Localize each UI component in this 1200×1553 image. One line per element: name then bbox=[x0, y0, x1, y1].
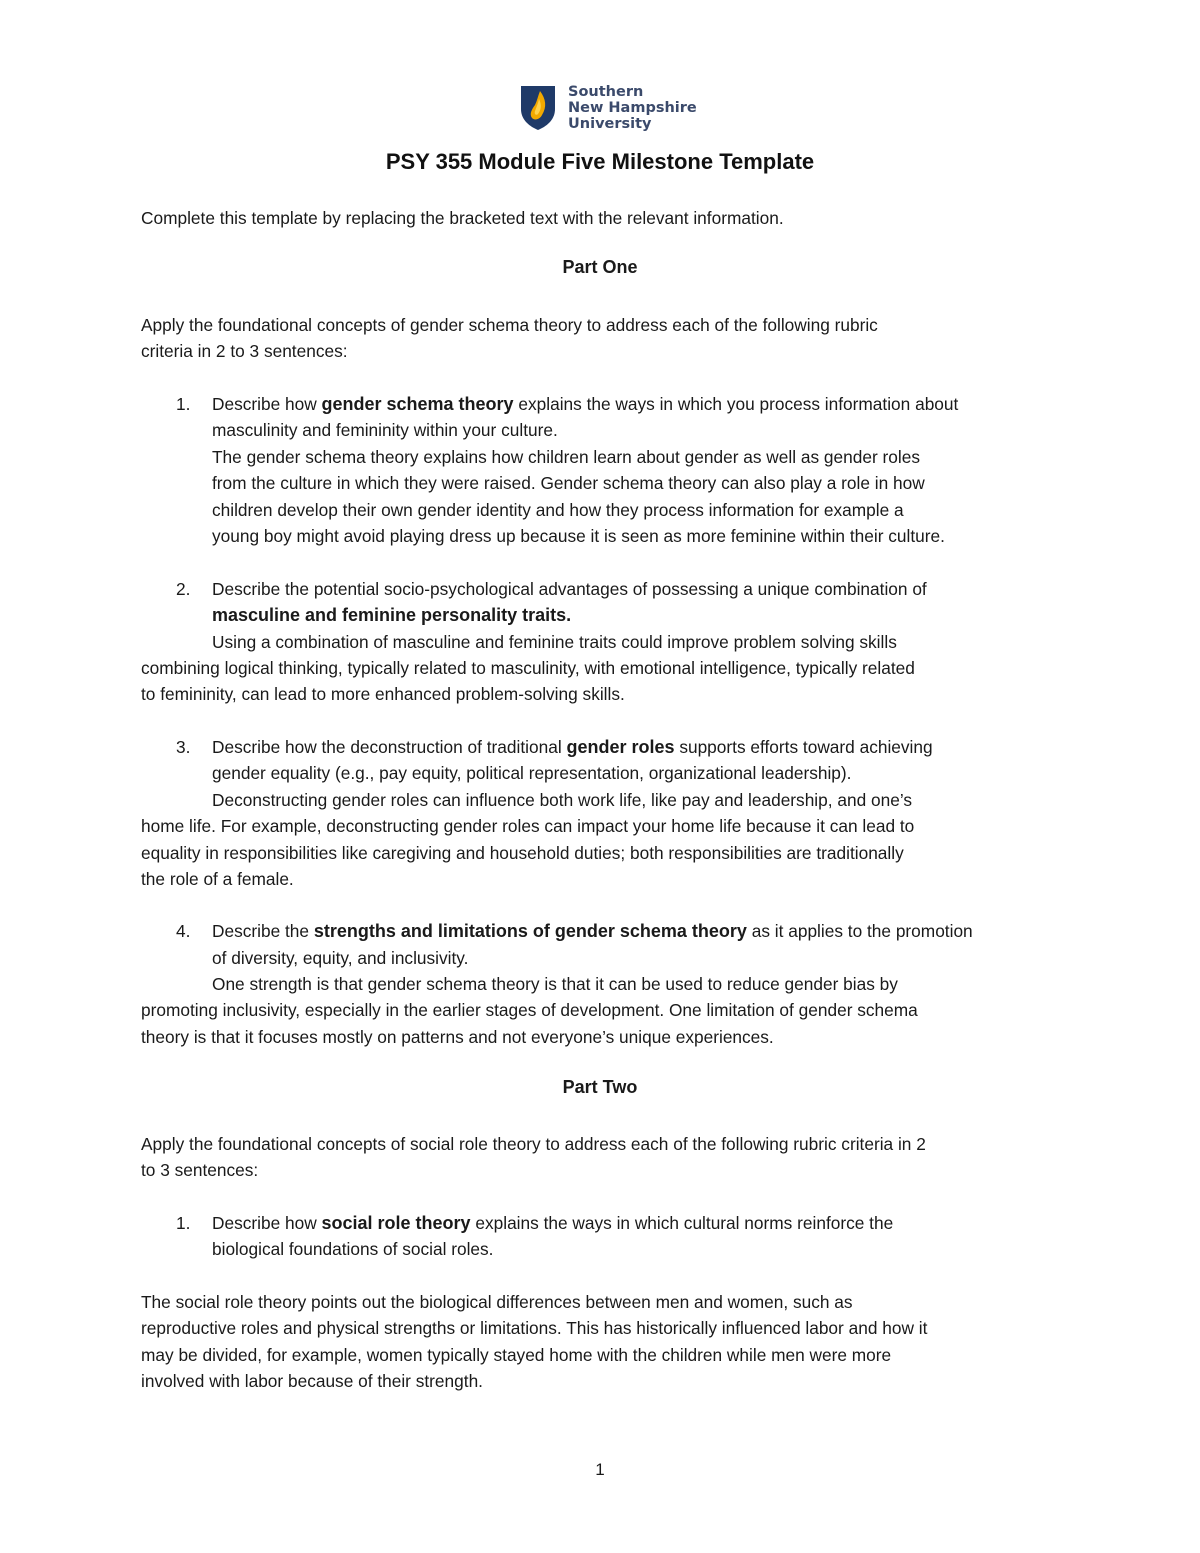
logo-wordmark bbox=[568, 84, 697, 132]
question-keyword: gender schema theory bbox=[321, 394, 514, 414]
question-2-line-2 bbox=[212, 602, 571, 628]
answer-3-line: home life. For example, deconstructing gender roles can impact your home life because it can lead to bbox=[141, 816, 915, 836]
question-text: explains the ways in which you process information about bbox=[513, 394, 959, 414]
question-text: explains the ways in which cultural norms reinforce the bbox=[470, 1213, 894, 1233]
question-1-line-2: masculinity and femininity within your culture. bbox=[212, 420, 558, 440]
shield-flame-icon bbox=[520, 85, 556, 131]
answer-1-line: The gender schema theory explains how children learn about gender as well as gender roles bbox=[212, 447, 920, 467]
answer-2-line: combining logical thinking, typically related to masculinity, with emotional intelligence, typically related bbox=[141, 658, 915, 678]
page-number: 1 bbox=[595, 1460, 605, 1479]
question-social-1-line-2: biological foundations of social roles. bbox=[212, 1239, 494, 1259]
question-text: as it applies to the promotion bbox=[746, 921, 973, 941]
question-2: Describe the potential socio-psychological advantages of possessing a unique combination of bbox=[212, 579, 927, 599]
answer-3-line: Deconstructing gender roles can influence both work life, like pay and leadership, and one’s bbox=[212, 790, 913, 810]
question-4 bbox=[212, 918, 973, 944]
answer-4-line: promoting inclusivity, especially in the earlier stages of development. One limitation of gender schema bbox=[141, 1000, 918, 1020]
list-number: 1. bbox=[176, 1213, 191, 1233]
question-text: . bbox=[566, 605, 572, 625]
answer-3-line: equality in responsibilities like caregiving and household duties; both responsibilities are traditionally bbox=[141, 843, 904, 863]
question-social-1 bbox=[212, 1210, 893, 1236]
question-text: Describe how bbox=[212, 394, 322, 414]
answer-4-line: theory is that it focuses mostly on patterns and not everyone’s unique experiences. bbox=[141, 1027, 774, 1047]
question-text: Describe the bbox=[212, 921, 314, 941]
logo-line-2: New Hampshire bbox=[568, 100, 697, 116]
question-text: Describe how bbox=[212, 1213, 322, 1233]
part-one-instruction-line-2: criteria in 2 to 3 sentences: bbox=[141, 341, 348, 361]
question-keyword: gender roles bbox=[566, 737, 675, 757]
question-3 bbox=[212, 734, 933, 760]
part-two-instruction-line-2: to 3 sentences: bbox=[141, 1160, 259, 1180]
answer-4-line: One strength is that gender schema theory is that it can be used to reduce gender bias by bbox=[212, 974, 898, 994]
question-text: Describe how the deconstruction of traditional bbox=[212, 737, 567, 757]
question-3-line-2: gender equality (e.g., pay equity, political representation, organizational leadership). bbox=[212, 763, 852, 783]
answer-social-line: involved with labor because of their strength. bbox=[141, 1371, 483, 1391]
question-1 bbox=[212, 391, 958, 417]
answer-1-line: young boy might avoid playing dress up because it is seen as more feminine within their culture. bbox=[212, 526, 945, 546]
answer-social-line: may be divided, for example, women typically stayed home with the children while men were more bbox=[141, 1345, 892, 1365]
logo-line-1: Southern bbox=[568, 84, 644, 100]
answer-3-line: the role of a female. bbox=[141, 869, 294, 889]
part-two-instruction-line-1: Apply the foundational concepts of social role theory to address each of the following rubric criteria in 2 bbox=[141, 1134, 926, 1154]
question-keyword: social role theory bbox=[321, 1213, 471, 1233]
list-number: 4. bbox=[176, 921, 191, 941]
list-number: 1. bbox=[176, 394, 191, 414]
answer-social-line: The social role theory points out the biological differences between men and women, such as bbox=[141, 1292, 853, 1312]
question-keyword: strengths and limitations of gender schema theory bbox=[313, 921, 747, 941]
logo-line-3: University bbox=[568, 116, 652, 132]
part-one-heading: Part One bbox=[562, 257, 638, 277]
part-one-instruction-line-1: Apply the foundational concepts of gender schema theory to address each of the following rubric bbox=[141, 315, 878, 335]
question-text: supports efforts toward achieving bbox=[674, 737, 933, 757]
intro-text: Complete this template by replacing the bracketed text with the relevant information. bbox=[141, 208, 784, 228]
list-number: 3. bbox=[176, 737, 191, 757]
answer-social-line: reproductive roles and physical strengths or limitations. This has historically influenced labor and how it bbox=[141, 1318, 928, 1338]
answer-1-line: children develop their own gender identity and how they process information for example a bbox=[212, 500, 904, 520]
page-title: PSY 355 Module Five Milestone Template bbox=[385, 149, 815, 174]
part-two-heading: Part Two bbox=[562, 1077, 638, 1097]
question-keyword: masculine and feminine personality traits bbox=[212, 605, 567, 625]
snhu-logo bbox=[520, 84, 697, 132]
answer-2-line: Using a combination of masculine and feminine traits could improve problem solving skills bbox=[212, 632, 897, 652]
answer-1-line: from the culture in which they were raised. Gender schema theory can also play a role in how bbox=[212, 473, 925, 493]
question-4-line-2: of diversity, equity, and inclusivity. bbox=[212, 948, 469, 968]
list-number: 2. bbox=[176, 579, 191, 599]
answer-2-line: to femininity, can lead to more enhanced problem-solving skills. bbox=[141, 684, 625, 704]
